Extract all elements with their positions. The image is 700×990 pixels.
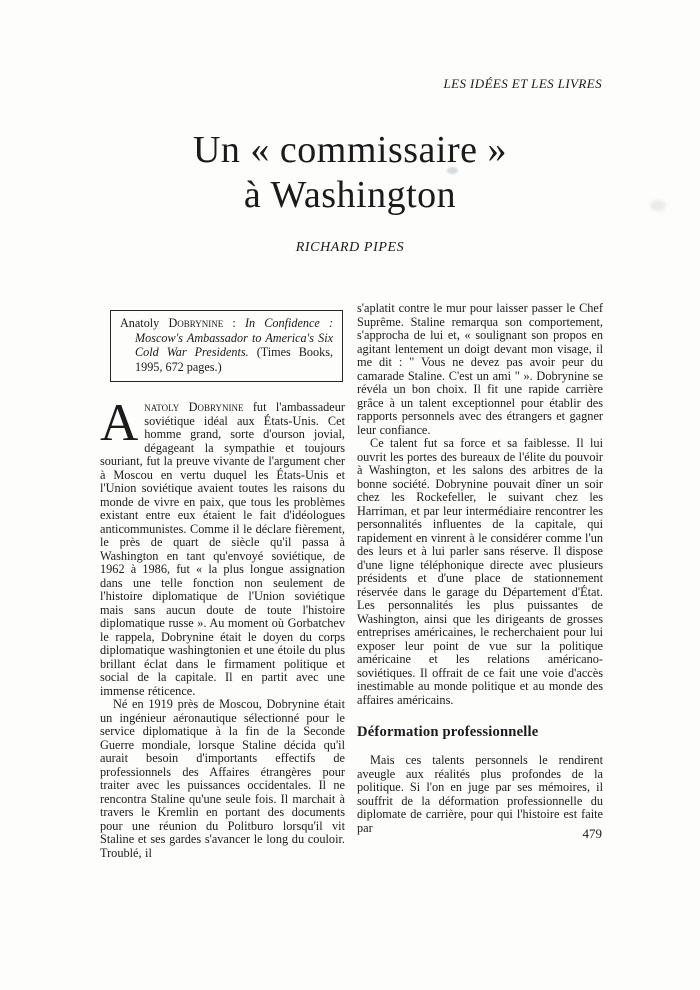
book-imprint: (Times Books, 1995, 672 pages.) (135, 345, 334, 374)
paragraph-4: Mais ces talents personnels le rendirent aveugle aux réalités plus profondes de la politique. Si l'on en juge par ses mémoires, il souffrit de la déformation professionnelle du diplomate de carrière, pour qui l'histoire est faite par (357, 753, 603, 835)
article-columns (100, 302, 603, 860)
scan-artifact (447, 167, 458, 174)
left-column (100, 302, 345, 860)
article-title (0, 128, 700, 218)
paragraph-2: Né en 1919 près de Moscou, Dobrynine était un ingénieur aéronautique sélectionné pour le service diplomatique à la fin de la Seconde Guerre mondiale, lorsque Staline décida qu'il aurait besoin d'importants effectifs de professionnels des Affaires étrangères pour traiter avec les puissances occidentales. Il ne rencontra Staline qu'une seule fois. Il marchait à travers le Kremlin en portant des documents pour une réunion du Politburo lorsqu'il vit Staline et ses gardes s'avancer le long du couloir. Troublé, il (100, 697, 345, 860)
reference-colon: : (223, 316, 245, 330)
book-author-first-name: Anatoly (120, 316, 169, 330)
dropcap-letter: A (100, 394, 139, 453)
book-title: In Confidence : Moscow's Ambassador to America's Six Cold War Presidents. (135, 316, 334, 360)
lead-name-smallcaps: natoly Dobrynine (144, 400, 244, 415)
title-line-2: à Washington (243, 174, 457, 216)
right-column (357, 302, 603, 860)
section-heading: Déformation professionnelle (357, 724, 539, 740)
scan-artifact (650, 200, 666, 211)
running-head: LES IDÉES ET LES LIVRES (443, 76, 602, 91)
paragraph-1 (100, 394, 345, 698)
paragraph-1-text: fut l'ambassadeur soviétique idéal aux États-Unis. Cet homme grand, sorte d'ourson jovial, dégageant la sympathie et toujours souriant, fut la preuve vivante de l'argument cher à Moscou en vertu duquel les États-Unis et l'Union soviétique avaient toutes les raisons du monde de vivre en paix, que tous les problèmes existant entre eux étaient le fait d'idéologues anticommunistes. Comme il le déclare fièrement, le près de quart de siècle qu'il passa à Washington en tant qu'envoyé soviétique, de 1962 à 1986, fut « la plus longue assignation dans une telle fonction non seulement de l'histoire diplomatique de l'Union soviétique mais sans aucun doute de toute l'histoire diplomatique russe ». Au moment où Gorbatchev le rappela, Dobrynine était le doyen du corps diplomatique washingtonien et une étoile du plus brillant éclat dans le firmament politique et social de la capitale. Il en partit avec une immense réticence. (100, 400, 345, 698)
title-line-1: Un « commissaire » (192, 129, 507, 171)
paragraph-2-continued: s'aplatit contre le mur pour laisser passer le Chef Suprême. Staline remarqua son comportement, s'approcha de lui et, « soulignant son propos en agitant lentement un doigt devant mon visage, il me dit : " Vous ne devez pas avoir peur du camarade Staline. C'est un ami " ». Dobrynine se révéla un bon choix. Il fit une rapide carrière grâce à un talent exceptionnel pour établir des rapports personnels avec des étrangers et gagner leur confiance. (357, 301, 603, 437)
book-reference (120, 316, 333, 374)
page-number: 479 (582, 826, 602, 841)
paragraph-3: Ce talent fut sa force et sa faiblesse. Il lui ouvrit les portes des bureaux de l'élite du pouvoir à Washington, et les salons des arbitres de la bonne société. Dobrynine pouvait dîner un soir chez les Rockefeller, le suivant chez les Harriman, et par leur intermédiaire rencontrer les personnalités influentes de la capitale, qui rapidement en vinrent à le considérer comme l'un des leurs et à lui parler sans réserve. Il dispose d'une ligne téléphonique directe avec plusieurs présidents et d'une place de stationnement réservée dans le garage du Département d'État. Les personnalités les plus puissantes de Washington, ainsi que les dirigeants de grosses entreprises américaines, le recherchaient pour lui exposer leur point de vue sur la politique américaine et les relations américano-soviétiques. Il offrait de ce fait une voie d'accès inestimable au monde politique et au monde des affaires américains. (357, 436, 603, 707)
book-author-last-name: Dobrynine (168, 316, 224, 330)
author-byline: RICHARD PIPES (295, 240, 405, 255)
book-reference-box (110, 310, 343, 382)
